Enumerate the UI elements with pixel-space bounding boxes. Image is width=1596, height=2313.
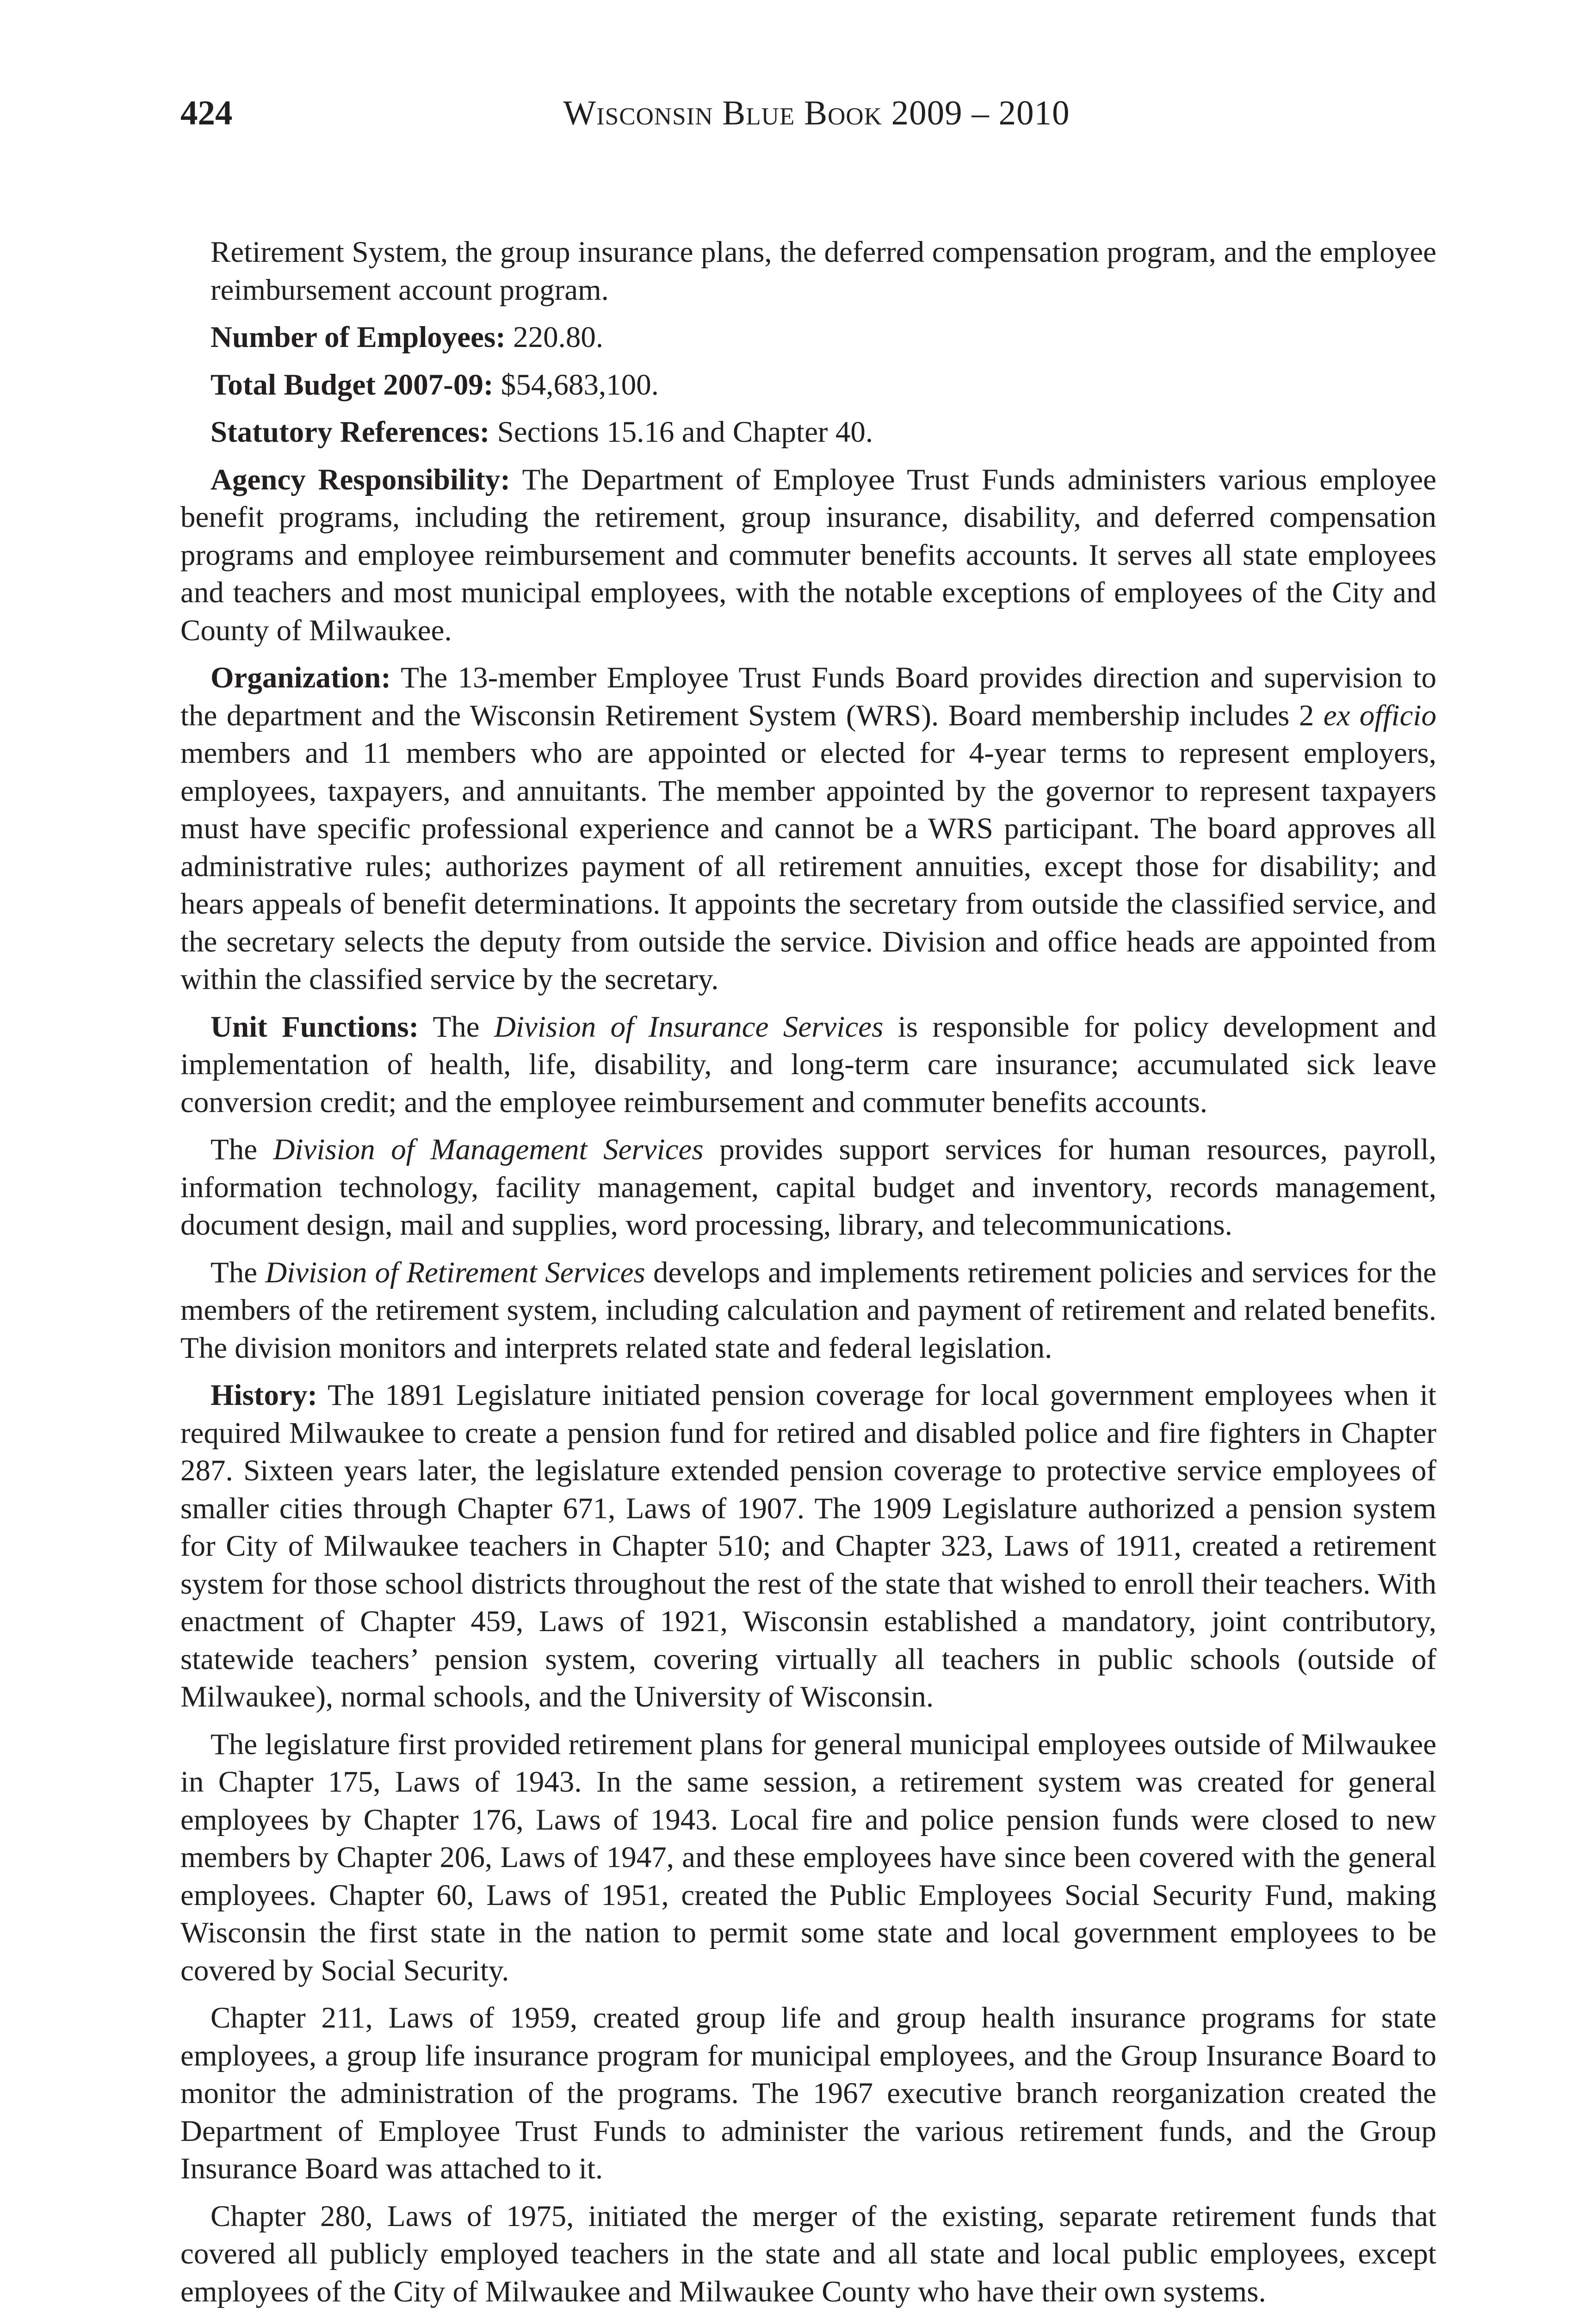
retirement-services-paragraph xyxy=(180,1254,1436,1367)
agency-label: Agency Responsibility: xyxy=(210,463,510,496)
history-1959-paragraph: Chapter 211, Laws of 1959, created group life and group health insurance programs for state employees, a group life insurance program for municipal employees, and the Group Insurance Board to monitor the administration of the programs. The 1967 executive branch reorganization created the Department of Employee Trust Funds to administer the various retirement funds, and the Group Insurance Board was attached to it. xyxy=(180,2001,1436,2185)
management-services-paragraph xyxy=(180,1131,1436,1244)
statutory-value: Sections 15.16 and Chapter 40. xyxy=(489,415,873,449)
agency-responsibility-paragraph xyxy=(180,461,1436,650)
management-text-2: provides support services for human resources, payroll, information technology, facility management, capital budget and inventory, records management, document design, mail and supplies, word processing, library, and telecommunications. xyxy=(180,1133,1436,1242)
intro-paragraph: Retirement System, the group insurance plans, the deferred compensation program, and the employee reimbursement account program. xyxy=(210,235,1436,307)
history-text: The 1891 Legislature initiated pension coverage for local government employees when it required Milwaukee to create a pension fund for retired and disabled police and fire fighters in Chapter 287. Sixteen years later, the legislature extended pension coverage to protective service employees of smaller cities through Chapter 671, Laws of 1907. The 1909 Legislature authorized a pension system for City of Milwaukee teachers in Chapter 510; and Chapter 323, Laws of 1911, created a retirement system for those school districts throughout the rest of the state that wished to enroll their teachers. With enactment of Chapter 459, Laws of 1921, Wisconsin established a mandatory, joint contributory, statewide teachers’ pension system, covering virtually all teachers in public schools (outside of Milwaukee), normal schools, and the University of Wisconsin. xyxy=(180,1379,1436,1713)
budget-line xyxy=(180,366,1436,404)
retirement-text-1: The xyxy=(210,1255,266,1289)
article-body xyxy=(180,234,1436,2313)
retirement-text-2: develops and implements retirement policies and services for the members of the retirement system, including calculation and payment of retirement and related benefits. The division monitors and interprets related state and federal legislation. xyxy=(180,1255,1437,1365)
unit-functions-text-2: is responsible for policy development and implementation of health, life, disability, and long-term care insurance; accumulated sick leave conversion credit; and the employee reimbursement and commuter benefits accounts. xyxy=(180,1010,1436,1119)
organization-text-1: The 13-member Employee Trust Funds Board provides direction and supervision to the department and the Wisconsin Retirement System (WRS). Board membership includes 2 xyxy=(180,661,1436,732)
unit-functions-paragraph xyxy=(180,1008,1436,1122)
running-head xyxy=(180,90,1453,136)
organization-italic: ex officio xyxy=(1323,699,1436,732)
statutory-line xyxy=(180,414,1436,451)
organization-paragraph xyxy=(180,659,1436,999)
employees-value: 220.80. xyxy=(505,321,604,354)
insurance-division-name: Division of Insurance Services xyxy=(494,1010,884,1044)
history-paragraph xyxy=(180,1377,1436,1716)
budget-label: Total Budget 2007-09: xyxy=(210,368,494,402)
budget-value: $54,683,100. xyxy=(493,368,659,402)
management-text-1: The xyxy=(210,1133,273,1166)
employees-line xyxy=(180,319,1436,357)
history-label: History: xyxy=(210,1379,318,1412)
unit-functions-text-1: The xyxy=(419,1010,494,1044)
organization-text-2: members and 11 members who are appointed or elected for 4-year terms to represent employers, employees, taxpayers, and annuitants. The member appointed by the governor to represent taxpayers must have specific professional experience and cannot be a WRS participant. The board approves all administrative rules; authorizes payment of all retirement annuities, except those for disability; and hears appeals of benefit determinations. It appoints the secretary from outside the classified service, and the secretary selects the deputy from outside the service. Division and office heads are appointed from within the classified service by the secretary. xyxy=(180,736,1436,996)
book-title: Wisconsin Blue Book 2009 – 2010 xyxy=(563,94,1070,132)
employees-label: Number of Employees: xyxy=(210,321,506,354)
history-1975-paragraph: Chapter 280, Laws of 1975, initiated the merger of the existing, separate retirement funds that covered all publicly employed teachers in the state and all state and local public employees, except employees of the City of Milwaukee and Milwaukee County who have their own systems. xyxy=(180,2199,1436,2308)
organization-label: Organization: xyxy=(210,661,391,694)
page-number: 424 xyxy=(180,94,233,132)
history-1943-paragraph: The legislature first provided retirement plans for general municipal employees outside of Milwaukee in Chapter 175, Laws of 1943. In the same session, a retirement system was created for general employees by Chapter 176, Laws of 1943. Local fire and police pension funds were closed to new members by Chapter 206, Laws of 1947, and these employees have since been covered with the general employees. Chapter 60, Laws of 1951, created the Public Employees Social Security Fund, making Wisconsin the first state in the nation to permit some state and local government employees to be covered by Social Security. xyxy=(180,1727,1436,1987)
statutory-label: Statutory References: xyxy=(210,415,490,449)
management-division-name: Division of Management Services xyxy=(273,1133,704,1166)
agency-text: The Department of Employee Trust Funds administers various employee benefit programs, including the retirement, group insurance, disability, and deferred compensation programs and employee reimbursement and commuter benefits accounts. It serves all state employees and teachers and most municipal employees, with the notable exceptions of employees of the City and County of Milwaukee. xyxy=(180,463,1436,647)
retirement-division-name: Division of Retirement Services xyxy=(265,1255,645,1289)
unit-functions-label: Unit Functions: xyxy=(210,1010,419,1044)
